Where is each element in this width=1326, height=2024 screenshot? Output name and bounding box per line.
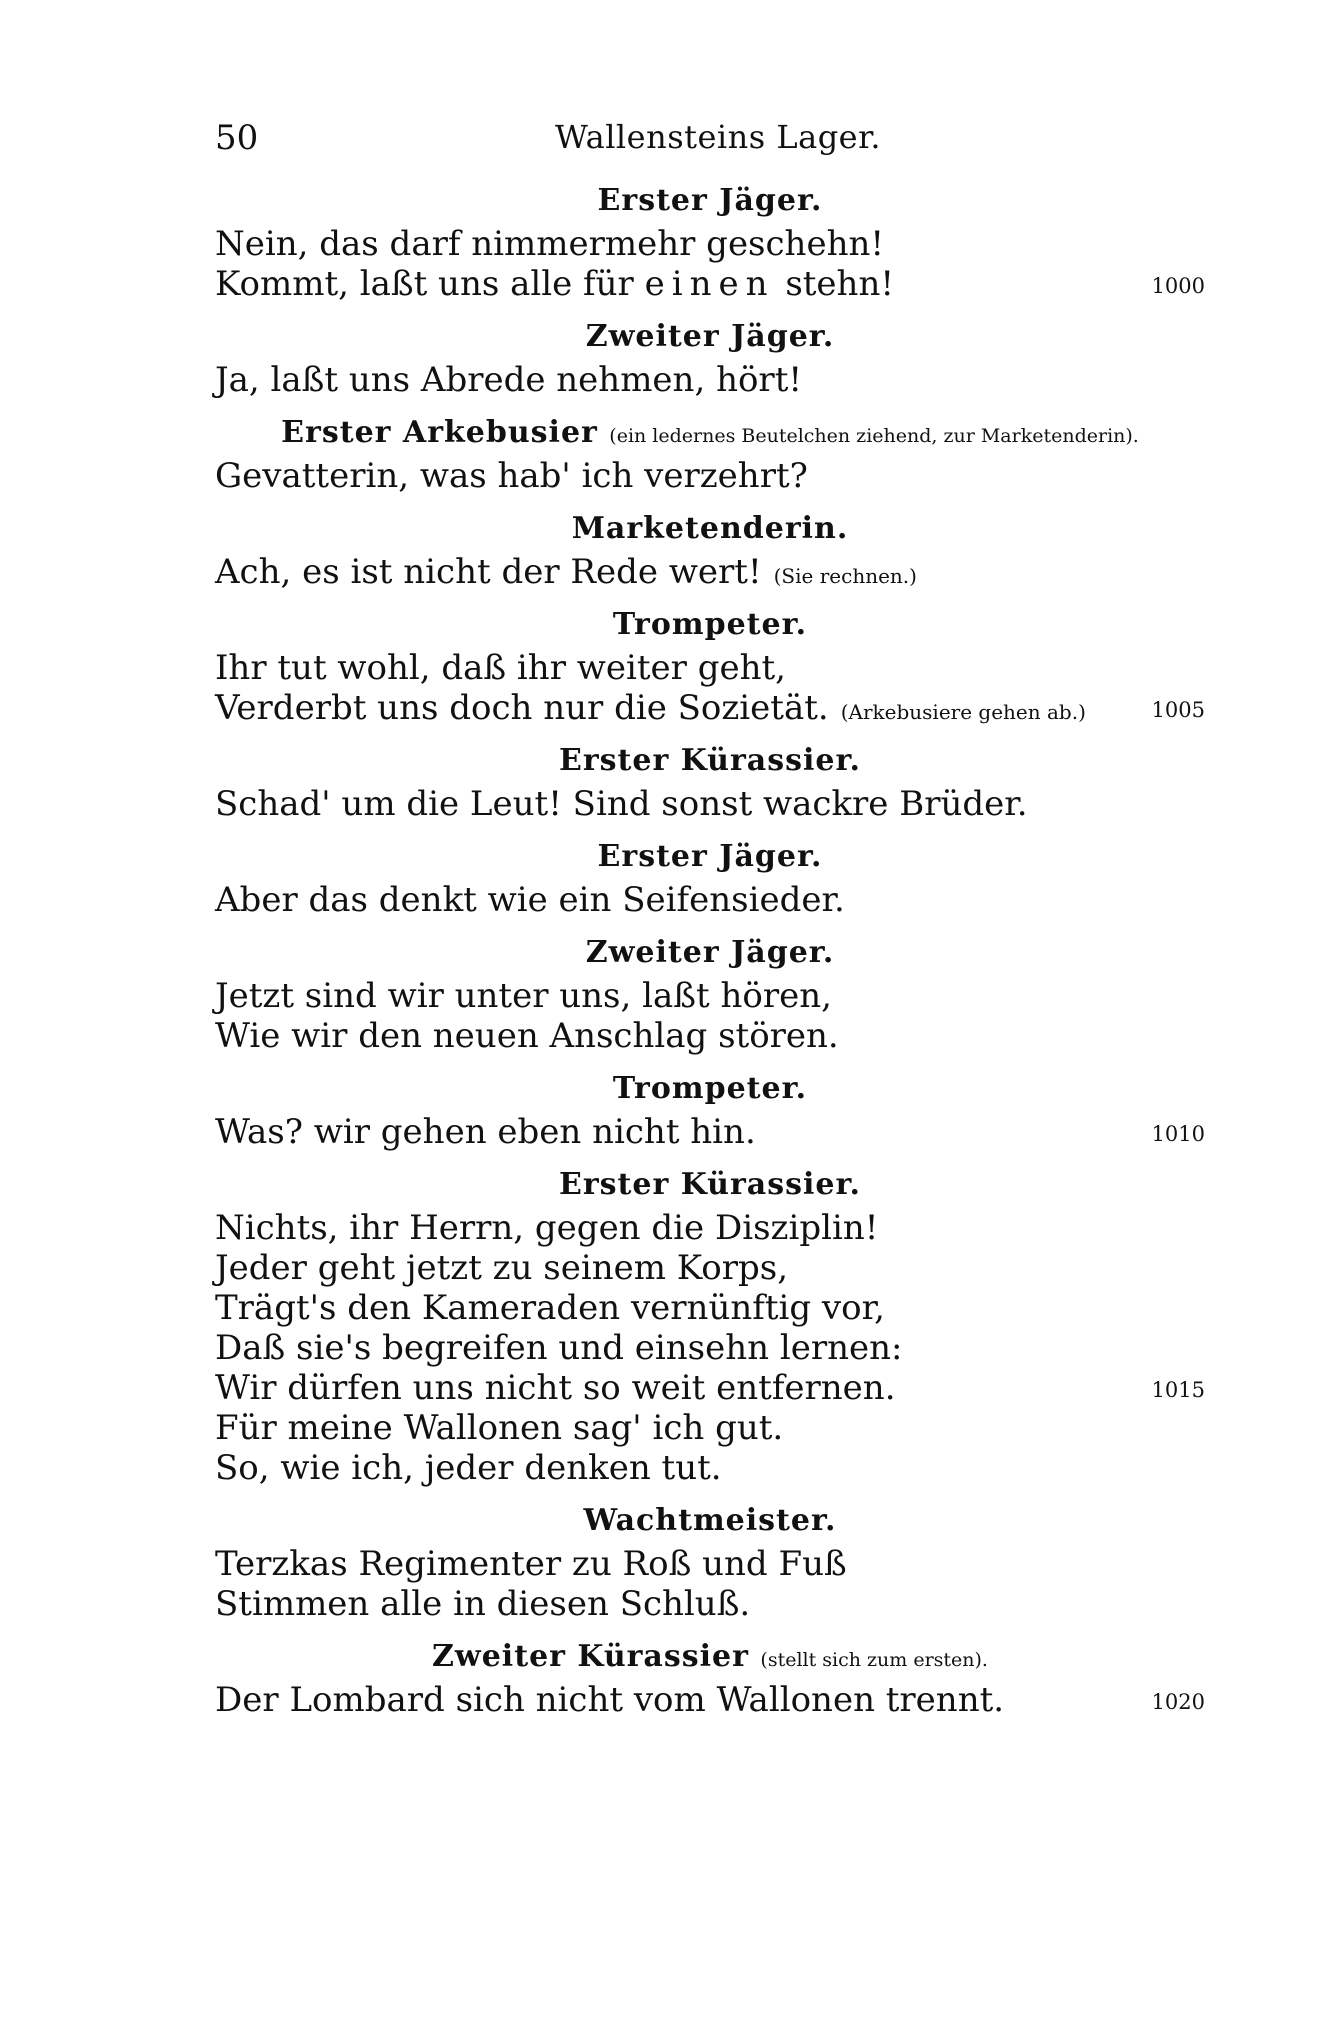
page-header [215, 118, 1215, 178]
line-number: 1000 [1151, 274, 1205, 298]
stage-direction: (stellt sich zum ersten). [760, 1649, 988, 1671]
speech-block [215, 930, 1205, 1066]
verse-line [215, 1584, 1205, 1624]
speaker-heading [215, 1066, 1205, 1112]
line-number: 1020 [1151, 1690, 1205, 1714]
verse-text: So, wie ich, jeder denken tut. [215, 1448, 722, 1488]
verse-text: Jetzt sind wir unter uns, laßt hören, [215, 976, 832, 1016]
speaker-heading [215, 1162, 1205, 1208]
speech-block [215, 738, 1205, 834]
speaker-name: Erster Arkebusier [281, 415, 598, 450]
verse-text: Stimmen alle in diesen Schluß. [215, 1584, 751, 1624]
speaker-name: Erster Kürassier. [559, 1167, 861, 1202]
verse-line [215, 688, 1205, 728]
verse-line [215, 784, 1205, 824]
speaker-heading [215, 930, 1205, 976]
verse-line [215, 1680, 1205, 1720]
speaker-name: Erster Jäger. [597, 183, 823, 218]
verse-line [215, 224, 1205, 264]
verse-line [215, 1368, 1205, 1408]
verse-line [215, 1544, 1205, 1584]
verse-text: Trägt's den Kameraden vernünftig vor, [215, 1288, 885, 1328]
speech-block [215, 410, 1205, 506]
speaker-heading [215, 506, 1205, 552]
verse-line [215, 264, 1205, 304]
verse-line [215, 976, 1205, 1016]
speech-block [215, 178, 1205, 314]
verse-text: Ach, es ist nicht der Rede wert! [215, 552, 762, 592]
speaker-name: Erster Jäger. [597, 839, 823, 874]
verse-text: Gevatterin, was hab' ich verzehrt? [215, 456, 808, 496]
speaker-name: Marketenderin. [571, 511, 849, 546]
verse-text: Der Lombard sich nicht vom Wallonen trennt. [215, 1680, 1005, 1720]
verse-line [215, 1408, 1205, 1448]
speaker-heading [215, 738, 1205, 784]
page-number: 50 [215, 118, 259, 158]
verse-text: Für meine Wallonen sag' ich gut. [215, 1408, 784, 1448]
verse-line [215, 648, 1205, 688]
verse-text: Verderbt uns doch nur die Sozietät. [215, 688, 829, 728]
speech-block [215, 1162, 1205, 1498]
verse-text: Wie wir den neuen Anschlag stören. [215, 1016, 839, 1056]
verse-line [215, 1448, 1205, 1488]
verse-line [215, 1328, 1205, 1368]
speaker-heading [215, 410, 1205, 456]
verse-text: Daß sie's begreifen und einsehn lernen: [215, 1328, 903, 1368]
speaker-heading [215, 602, 1205, 648]
verse-line [215, 1288, 1205, 1328]
verse-line [215, 552, 1205, 592]
speech-block [215, 506, 1205, 602]
verse-text: Nein, das darf nimmermehr geschehn! [215, 224, 885, 264]
speaker-heading [215, 1498, 1205, 1544]
speaker-heading [215, 314, 1205, 360]
verse-line [215, 1248, 1205, 1288]
emphasized-word: einen [644, 264, 775, 304]
speaker-name: Erster Kürassier. [559, 743, 861, 778]
speaker-name: Zweiter Kürassier [432, 1639, 749, 1674]
verse-line [215, 456, 1205, 496]
verse-text: Kommt, laßt uns alle für [215, 264, 645, 304]
speaker-name: Zweiter Jäger. [585, 935, 835, 970]
verse-text-end: stehn! [774, 264, 895, 304]
speaker-name: Wachtmeister. [583, 1503, 837, 1538]
verse-text: Was? wir gehen eben nicht hin. [215, 1112, 756, 1152]
speech-block [215, 1498, 1205, 1634]
speech-block [215, 1634, 1205, 1730]
verse-text: Aber das denkt wie ein Seifensieder. [215, 880, 845, 920]
verse-text: Schad' um die Leut! Sind sonst wackre Brüder. [215, 784, 1028, 824]
line-number: 1005 [1151, 698, 1205, 722]
verse-text: Ja, laßt uns Abrede nehmen, hört! [215, 360, 803, 400]
stage-direction: (Arkebusiere gehen ab.) [840, 700, 1086, 724]
speech-block [215, 602, 1205, 738]
verse-line [215, 1112, 1205, 1152]
verse-text: Wir dürfen uns nicht so weit entfernen. [215, 1368, 896, 1408]
verse-text [215, 178, 1205, 1730]
verse-line [215, 880, 1205, 920]
speech-block [215, 1066, 1205, 1162]
speech-block [215, 314, 1205, 410]
running-title: Wallensteins Lager. [555, 118, 882, 156]
speaker-heading [215, 1634, 1205, 1680]
line-number: 1015 [1151, 1378, 1205, 1402]
speech-block [215, 834, 1205, 930]
verse-line [215, 1016, 1205, 1056]
stage-direction: (Sie rechnen.) [773, 564, 917, 588]
verse-text: Nichts, ihr Herrn, gegen die Disziplin! [215, 1208, 879, 1248]
stage-direction: (ein ledernes Beutelchen ziehend, zur Marketenderin). [609, 425, 1139, 447]
verse-text: Ihr tut wohl, daß ihr weiter geht, [215, 648, 786, 688]
speaker-name: Trompeter. [612, 607, 808, 642]
verse-line [215, 360, 1205, 400]
speaker-name: Zweiter Jäger. [585, 319, 835, 354]
verse-text: Terzkas Regimenter zu Roß und Fuß [215, 1544, 847, 1584]
verse-line [215, 1208, 1205, 1248]
verse-text: Jeder geht jetzt zu seinem Korps, [215, 1248, 789, 1288]
speaker-heading [215, 178, 1205, 224]
speaker-name: Trompeter. [612, 1071, 808, 1106]
speaker-heading [215, 834, 1205, 880]
line-number: 1010 [1151, 1122, 1205, 1146]
